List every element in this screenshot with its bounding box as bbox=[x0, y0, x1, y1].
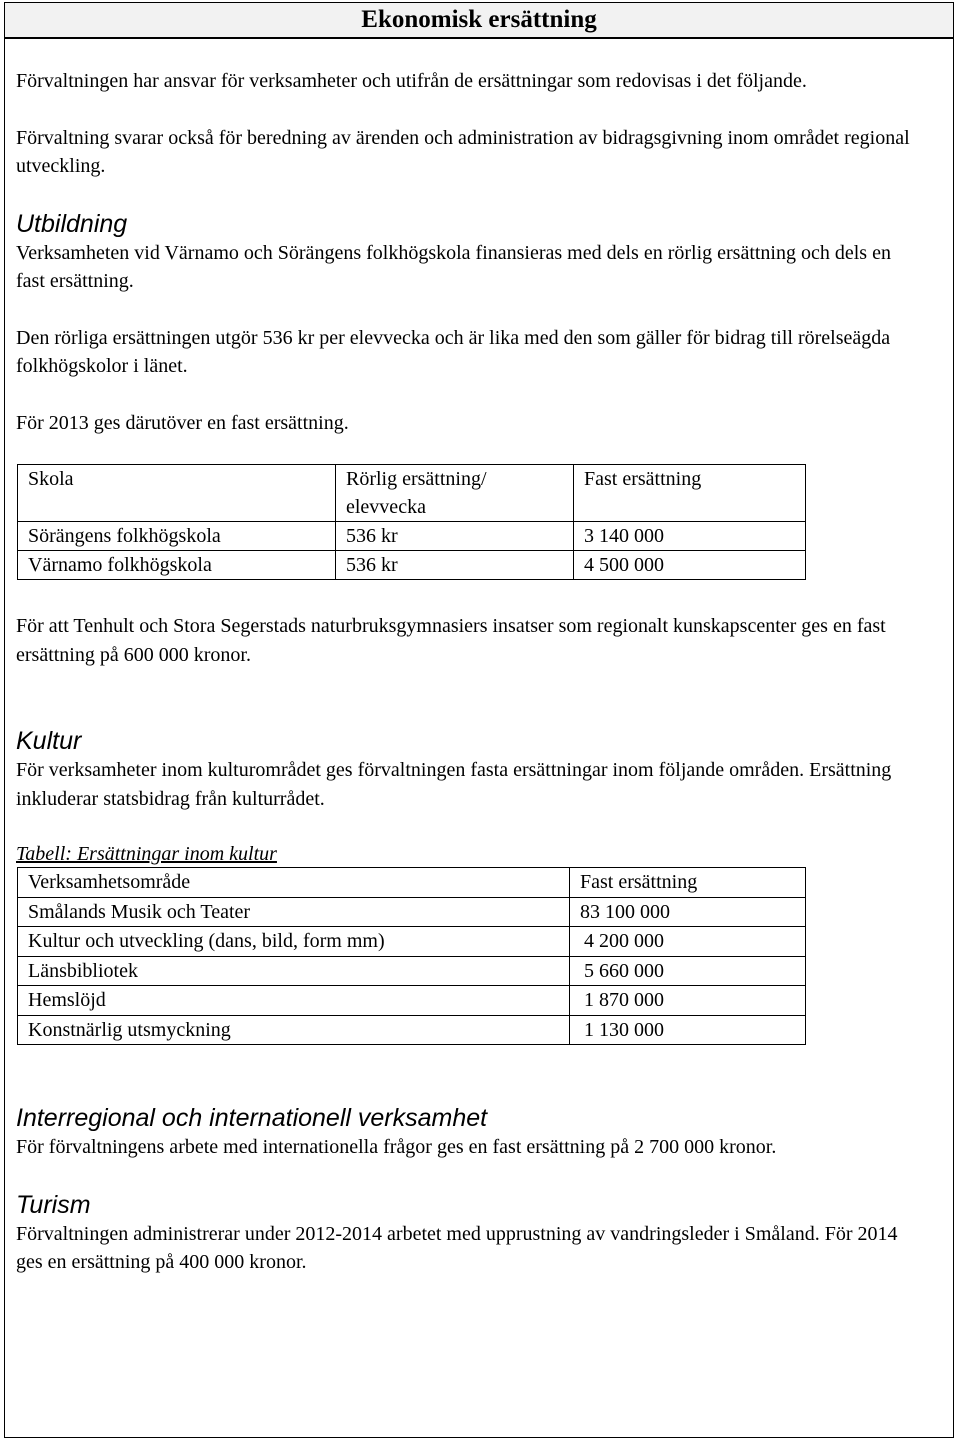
cell-fast: 3 140 000 bbox=[574, 522, 806, 551]
turism-paragraph: Förvaltningen administrerar under 2012-2014 arbetet med upprustning av vandringsleder i Småland. För 2014 ges en ersättning på 400 000 kronor. bbox=[16, 1222, 898, 1273]
utbildning-paragraph-3: För 2013 ges därutöver en fast ersättning. bbox=[16, 411, 349, 434]
kultur-table-caption: Tabell: Ersättningar inom kultur bbox=[16, 843, 277, 865]
page-title: Ekonomisk ersättning bbox=[361, 6, 597, 33]
header-cell-skola: Skola bbox=[18, 465, 336, 522]
kultur-paragraph-1: För verksamheter inom kulturområdet ges förvaltningen fasta ersättningar inom följande områden. Ersättning inkluderar statsbidrag från kulturrådet. bbox=[16, 759, 892, 810]
intro-paragraph-2: Förvaltning svarar också för beredning av ärenden och administration av bidragsgivning inom området regional utveckling. bbox=[16, 126, 910, 177]
cell-belopp: 4 200 000 bbox=[570, 927, 806, 957]
header-cell-verksamhetsomrade: Verksamhetsområde bbox=[18, 868, 570, 898]
utbildning-paragraph-2: Den rörliga ersättningen utgör 536 kr per elevvecka och är lika med den som gäller för bidrag till rörelseägda folkhögskolor i länet. bbox=[16, 326, 891, 377]
table-row bbox=[18, 1015, 806, 1045]
table-row bbox=[18, 551, 806, 580]
intro-paragraph-1: Förvaltningen har ansvar för verksamheter och utifrån de ersättningar som redovisas i det följande. bbox=[16, 70, 807, 92]
cell-belopp: 1 130 000 bbox=[570, 1015, 806, 1045]
table-row bbox=[18, 927, 806, 957]
heading-interregional: Interregional och internationell verksamhet bbox=[16, 1104, 488, 1132]
heading-utbildning: Utbildning bbox=[16, 209, 128, 238]
cell-belopp: 1 870 000 bbox=[570, 986, 806, 1016]
table-row bbox=[18, 986, 806, 1016]
cell-skola: Sörängens folkhögskola bbox=[18, 522, 336, 551]
table-row bbox=[18, 897, 806, 927]
cell-omrade: Smålands Musik och Teater bbox=[18, 897, 570, 927]
document-body bbox=[16, 67, 921, 1277]
table-header-row bbox=[18, 465, 806, 522]
utbildning-paragraph-4: För att Tenhult och Stora Segerstads naturbruksgymnasiers insatser som regionalt kunskapscenter ges en fast ersättning på 600 000 kronor. bbox=[16, 615, 886, 666]
table-header-row bbox=[18, 868, 806, 898]
heading-turism: Turism bbox=[16, 1190, 91, 1219]
table-row bbox=[18, 956, 806, 986]
cell-rorlig: 536 kr bbox=[336, 522, 574, 551]
cell-rorlig: 536 kr bbox=[336, 551, 574, 580]
page-frame bbox=[4, 2, 954, 1438]
folkhogskola-table bbox=[17, 464, 806, 580]
heading-kultur: Kultur bbox=[16, 727, 82, 755]
cell-belopp: 83 100 000 bbox=[570, 897, 806, 927]
interregional-paragraph: För förvaltningens arbete med internationella frågor ges en fast ersättning på 2 700 000 kronor. bbox=[16, 1136, 777, 1158]
header-cell-fast-ersattning: Fast ersättning bbox=[570, 868, 806, 898]
cell-omrade: Länsbibliotek bbox=[18, 956, 570, 986]
utbildning-paragraph-1: Verksamheten vid Värnamo och Sörängens folkhögskola finansieras med dels en rörlig ersättning och dels en fast ersättning. bbox=[16, 241, 891, 292]
title-bar bbox=[5, 3, 953, 39]
header-cell-fast: Fast ersättning bbox=[574, 465, 806, 522]
cell-belopp: 5 660 000 bbox=[570, 956, 806, 986]
cell-omrade: Konstnärlig utsmyckning bbox=[18, 1015, 570, 1045]
cell-omrade: Kultur och utveckling (dans, bild, form mm) bbox=[18, 927, 570, 957]
header-cell-rorlig: Rörlig ersättning/ elevvecka bbox=[336, 465, 574, 522]
table-row bbox=[18, 522, 806, 551]
cell-fast: 4 500 000 bbox=[574, 551, 806, 580]
kultur-table bbox=[17, 867, 806, 1045]
cell-omrade: Hemslöjd bbox=[18, 986, 570, 1016]
cell-skola: Värnamo folkhögskola bbox=[18, 551, 336, 580]
